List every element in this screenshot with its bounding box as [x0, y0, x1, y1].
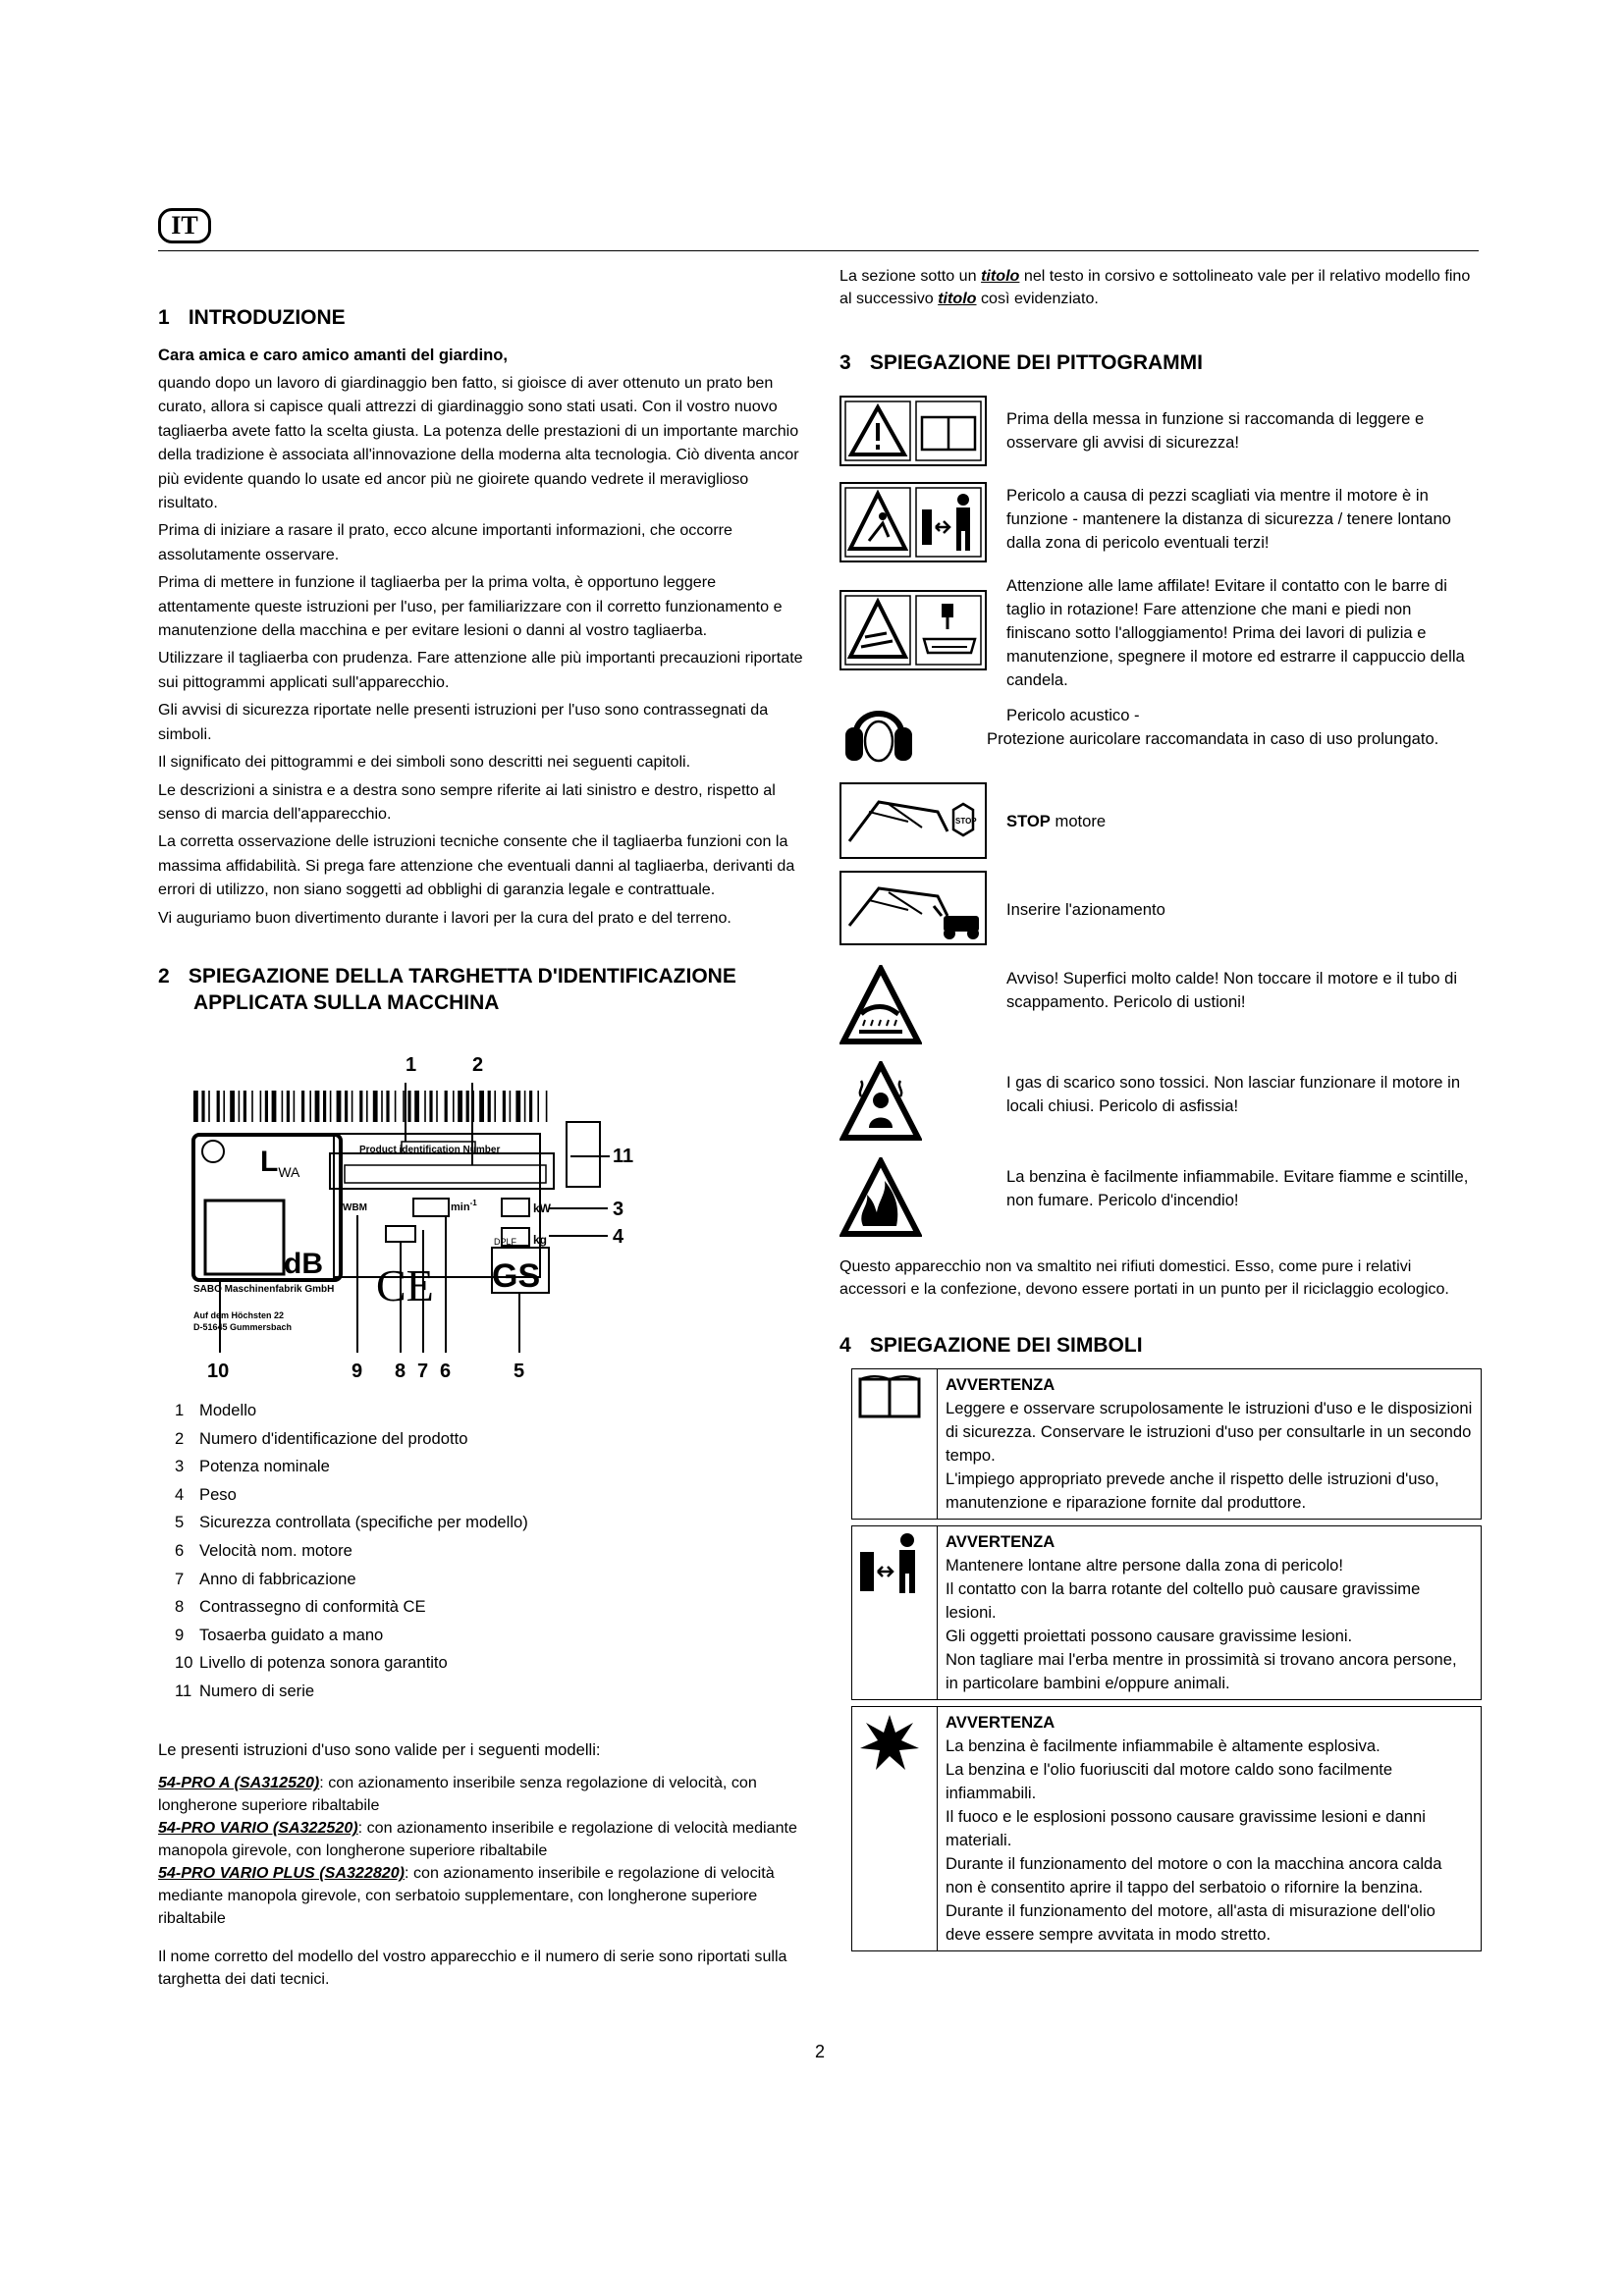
pin-label: Product identification Number [359, 1144, 501, 1155]
warning-read-manual-icon [839, 396, 987, 466]
symbol-line: Durante il funzionamento del motore, all'asta di misurazione dell'olio deve essere sempre avvitata in modo stretto. [946, 1901, 1435, 1944]
pictogram-text: Prima della messa in funzione si raccomanda di leggere e osservare gli avvisi di sicurezza! [1006, 409, 1425, 452]
pictogram-text: La benzina è facilmente infiammabile. Evitare fiamme e scintille, non fumare. Pericolo d'incendio! [1006, 1167, 1469, 1209]
symbol-title: AVVERTENZA [946, 1375, 1056, 1394]
legend-label: Tosaerba guidato a mano [199, 1625, 384, 1644]
legend-label: Modello [199, 1400, 257, 1419]
symbol-icon-cell [852, 1707, 938, 1951]
pictogram-list [839, 396, 1478, 1252]
ce-mark: CE [376, 1259, 434, 1310]
model-name: 54-PRO VARIO (SA322520) [158, 1819, 358, 1838]
symbol-line: Gli oggetti proiettati possono causare gravissime lesioni. [946, 1627, 1353, 1645]
pictogram-image [839, 782, 987, 866]
intro-paragraphs [158, 371, 806, 930]
legend-number: 6 [175, 1540, 185, 1560]
barcode-bar [366, 1091, 368, 1122]
legend-label: Peso [199, 1484, 237, 1504]
model-list [158, 1772, 806, 1930]
symbol-text-cell [938, 1707, 1482, 1951]
barcode-bar [315, 1091, 320, 1122]
legend-item [175, 1649, 806, 1678]
kw-label: kW [533, 1201, 551, 1215]
barcode-bar [386, 1091, 389, 1122]
barcode-bar [309, 1091, 311, 1122]
barcode-bar [330, 1091, 332, 1122]
barcode-bar [345, 1091, 348, 1122]
heading-text: SPIEGAZIONE DEI SIMBOLI [869, 1334, 1143, 1357]
note-text: nel testo in corsivo e sottolineato vale per il relativo modello fino al successivo [839, 267, 1471, 307]
legend-item [175, 1678, 806, 1706]
barcode-bar [287, 1091, 290, 1122]
titolo-emphasis: titolo [938, 290, 977, 307]
model-entry [158, 1862, 806, 1930]
pictogram-image [839, 698, 987, 774]
symbol-line: Il contatto con la barra rotante del coltello può causare gravissime lesioni. [946, 1579, 1421, 1622]
model-name: 54-PRO VARIO PLUS (SA322820) [158, 1864, 406, 1883]
pictogram-text: I gas di scarico sono tossici. Non lasciar funzionare il motore in locali chiusi. Pericolo di asfissia! [1006, 1073, 1461, 1115]
barcode-bar [515, 1091, 520, 1122]
note-text: così evidenziato. [976, 290, 1099, 307]
pictogram-text-rest: motore [1050, 812, 1107, 830]
heading-text-line2: APPLICATA SULLA MACCHINA [193, 990, 500, 1014]
pictogram-item [839, 396, 1478, 474]
pictogram-text: Inserire l'azionamento [1006, 900, 1165, 919]
symbol-block [851, 1706, 1482, 1951]
heading-number: 2 [158, 964, 170, 988]
barcode-bar [260, 1091, 262, 1122]
pictogram-text [987, 782, 1478, 833]
callout-4: 4 [613, 1225, 624, 1248]
pictogram-image [839, 871, 987, 952]
barcode-bar [424, 1091, 426, 1122]
barcode-bar [251, 1091, 253, 1122]
pictogram-text-line: Protezione auricolare raccomandata in caso di uso prolungato. [987, 729, 1439, 748]
symbol-line: Durante il funzionamento del motore o con la macchina ancora calda non è consentito aprire il tappo del serbatoio o rifornire la benzina. [946, 1854, 1442, 1896]
pictogram-text: Avviso! Superfici molto calde! Non toccare il motore e il tubo di scappamento. Pericolo di ustioni! [1006, 969, 1458, 1011]
barcode-bar [445, 1091, 448, 1122]
heading-text: INTRODUZIONE [188, 306, 346, 329]
legend-number: 9 [175, 1625, 185, 1644]
gs-mark: GS [492, 1256, 541, 1295]
intro-paragraph: quando dopo un lavoro di giardinaggio ben fatto, si gioisce di aver ottenuto un prato ben curato, allora si capisce quali attrezzi di giardinaggio sono stati usati. Con il vostro nuovo tagliaerba avete fatto la scelta giusta. La potenza delle prestazioni di un importante marchio della tradizione è associata all'innovazione della moderna alta tecnologia. Ciò diventa ancor più evidente quando lo usate ed ancor più ne gioirete quando vedrete il meraviglioso risultato. [158, 374, 799, 512]
barcode-bar [352, 1091, 353, 1122]
toxic-fumes-icon [839, 1061, 922, 1144]
barcode-bar [323, 1091, 326, 1122]
pictogram-item [839, 1157, 1478, 1252]
intro-section [158, 304, 806, 930]
barcode-bar [217, 1091, 220, 1122]
pictogram-item [839, 1061, 1478, 1155]
hex-nut-icon [202, 1141, 224, 1162]
pictogram-image [839, 396, 987, 473]
model-description: : con azionamento inseribile e regolazione di velocità mediante manopola girevole, con longherone superiore ribaltabile [158, 1819, 797, 1860]
barcode-bar [436, 1091, 438, 1122]
page-number: 2 [814, 2042, 825, 2061]
pictogram-item [839, 965, 1478, 1059]
legend-item [175, 1453, 806, 1481]
legend-label: Numero di serie [199, 1681, 315, 1700]
disposal-note: Questo apparecchio non va smaltito nei rifiuti domestici. Esso, come pure i relativi accessori e la confezione, devono essere portati in un punto per il riciclaggio ecologico. [839, 1257, 1449, 1298]
legend-item [175, 1537, 806, 1566]
book-icon [856, 1373, 923, 1420]
stop-sign-label: STOP [955, 817, 977, 826]
barcode-bar [524, 1091, 526, 1122]
barcode-bar [546, 1091, 548, 1122]
legend-number: 8 [175, 1597, 185, 1617]
model-description: : con azionamento inseribile senza regolazione di velocità, con longherone superiore ribaltabile [158, 1774, 757, 1815]
models-intro: Le presenti istruzioni d'uso sono valide per i seguenti modelli: [158, 1740, 601, 1760]
flammable-icon [839, 1157, 922, 1240]
plate-section [158, 963, 806, 1992]
barcode-bar [510, 1091, 512, 1122]
heading-number: 4 [839, 1334, 851, 1357]
dplf-label: DPLF [494, 1236, 517, 1247]
intro-paragraph: La corretta osservazione delle istruzioni tecniche consente che il tagliaerba funzioni con la massima affidabilità. Si prega fare attenzione che eventuali danni al tagliaerba, derivanti da errori di utilizzo, non siano soggetti ad obblighi di garanzia legale e contrattuale. [158, 832, 795, 899]
pictogram-image [839, 1157, 987, 1247]
legend-number: 1 [175, 1400, 185, 1419]
legend-number: 11 [175, 1681, 192, 1700]
hot-surface-icon [839, 965, 922, 1047]
pictogram-text: Pericolo a causa di pezzi scagliati via mentre il motore è in funzione - mantenere la distanza di sicurezza / tenere lontano dalla zona di pericolo eventuali terzi! [1006, 486, 1451, 552]
legend-item [175, 1397, 806, 1425]
symbol-icon-cell [852, 1526, 938, 1700]
symbol-title: AVVERTENZA [946, 1532, 1056, 1551]
symbol-text-cell [938, 1369, 1482, 1520]
intro-heading [158, 304, 806, 331]
intro-paragraph: Il significato dei pittogrammi e dei simboli sono descritti nei seguenti capitoli. [158, 753, 691, 772]
language-badge [158, 208, 211, 243]
company-label: SABO Maschinenfabrik GmbH [193, 1283, 335, 1295]
symbol-line: Mantenere lontane altre persone dalla zona di pericolo! [946, 1556, 1343, 1575]
pictogram-image [839, 482, 987, 569]
pictogram-image [839, 582, 987, 677]
titolo-emphasis: titolo [981, 267, 1020, 285]
plate-closing: Il nome corretto del modello del vostro apparecchio e il numero di serie sono riportati sulla targhetta dei dati tecnici. [158, 1948, 787, 1989]
pictogram-text-bold: STOP [1006, 812, 1051, 830]
symbols-table [851, 1368, 1482, 1951]
intro-paragraph: Prima di iniziare a rasare il prato, ecco alcune importanti informazioni, che occorre assolutamente osservare. [158, 521, 732, 563]
callout-2: 2 [472, 1053, 484, 1076]
callout-3: 3 [613, 1198, 624, 1220]
heading-text: SPIEGAZIONE DELLA TARGHETTA D'IDENTIFICAZIONE [188, 964, 736, 988]
barcode-bar [239, 1091, 241, 1122]
legend-label: Anno di fabbricazione [199, 1569, 356, 1588]
legend-label: Sicurezza controllata (specifiche per modello) [199, 1513, 528, 1532]
barcode-bar [265, 1091, 268, 1122]
barcode-bar [537, 1091, 539, 1122]
stop-engine-icon [839, 782, 987, 859]
symbol-line: La benzina è facilmente infiammabile è altamente esplosiva. [946, 1736, 1380, 1755]
keep-distance-icon [856, 1530, 923, 1595]
symbol-icon-cell [852, 1369, 938, 1520]
legend-label: Numero d'identificazione del prodotto [199, 1428, 468, 1448]
callout-9: 9 [352, 1360, 363, 1382]
note-text: La sezione sotto un [839, 267, 982, 285]
pictogram-text-line: Pericolo acustico - [1006, 706, 1140, 724]
intro-paragraph: Gli avvisi di sicurezza riportate nelle presenti istruzioni per l'uso sono contrassegnati da simboli. [158, 701, 769, 743]
model-description: : con azionamento inseribile e regolazione di velocità mediante manopola girevole, con serbatoio supplementare, con longherone superiore ribaltabile [158, 1864, 775, 1928]
barcode-bar [458, 1091, 462, 1122]
callout-8: 8 [395, 1360, 406, 1382]
legend-number: 7 [175, 1569, 185, 1588]
thrown-objects-icon [839, 482, 987, 562]
legend-item [175, 1481, 806, 1510]
barcode-bar [294, 1091, 296, 1122]
callout-11: 11 [613, 1145, 634, 1167]
model-name: 54-PRO A (SA312520) [158, 1774, 320, 1792]
legend-item [175, 1509, 806, 1537]
legend-item [175, 1622, 806, 1650]
barcode-bar [359, 1091, 362, 1122]
legend-number: 5 [175, 1513, 185, 1532]
heading-number: 3 [839, 351, 851, 374]
symbol-line: L'impiego appropriato prevede anche il rispetto delle istruzioni d'uso, manutenzione e riparazione fornite dal produttore. [946, 1469, 1439, 1512]
explosion-icon [856, 1711, 923, 1774]
salutation: Cara amica e caro amico amanti del giardino, [158, 346, 508, 364]
heading-number: 1 [158, 306, 170, 329]
legend-label: Contrassegno di conformità CE [199, 1597, 426, 1617]
wbm-label: WBM [343, 1201, 367, 1213]
barcode-bar [381, 1091, 383, 1122]
legend-number: 3 [175, 1457, 185, 1476]
intro-paragraph: Utilizzare il tagliaerba con prudenza. Fare attenzione alle più importanti precauzioni riportate sui pittogrammi applicati sull'apparecchio. [158, 649, 803, 691]
barcode-bar [193, 1091, 198, 1122]
barcode-bar [282, 1091, 284, 1122]
address-line-2: D-51645 Gummersbach [193, 1321, 293, 1332]
symbol-title: AVVERTENZA [946, 1713, 1056, 1732]
address-line-1: Auf dem Höchsten 22 [193, 1309, 285, 1320]
barcode-bar [414, 1091, 419, 1122]
ear-protection-icon [839, 698, 918, 767]
pictogram-item [839, 782, 1478, 867]
intro-paragraph: Vi auguriamo buon divertimento durante i lavori per la cura del prato e del terreno. [158, 908, 731, 927]
callout-7: 7 [417, 1360, 429, 1382]
barcode-bar [208, 1091, 210, 1122]
heading-text: SPIEGAZIONE DEI PITTOGRAMMI [869, 351, 1203, 374]
db-label: dB [284, 1247, 323, 1280]
sharp-blades-icon [839, 590, 987, 670]
barcode-bar [201, 1091, 204, 1122]
symbol-line: La benzina e l'olio fuoriusciti dal motore caldo sono facilmente infiammabili. [946, 1760, 1393, 1802]
barcode-bar [244, 1091, 246, 1122]
language-code: IT [171, 211, 198, 240]
symbol-line: Il fuoco e le esplosioni possono causare gravissime lesioni e danni materiali. [946, 1807, 1426, 1849]
legend-number: 4 [175, 1484, 185, 1504]
symbol-line: Leggere e osservare scrupolosamente le istruzioni d'uso e le disposizioni di sicurezza. Conservare le istruzioni d'uso per consultarle in un secondo tempo. [946, 1399, 1473, 1465]
barcode-bar [272, 1091, 277, 1122]
barcode-bar [337, 1091, 342, 1122]
barcode-bar [230, 1091, 235, 1122]
engage-drive-icon [839, 871, 987, 945]
barcode-bar [407, 1091, 410, 1122]
legend-label: Livello di potenza sonora garantito [199, 1653, 448, 1673]
barcode-bar [223, 1091, 225, 1122]
legend-item [175, 1566, 806, 1594]
legend-label: Potenza nominale [199, 1457, 330, 1476]
barcode-bar [429, 1091, 432, 1122]
legend-number: 2 [175, 1428, 185, 1448]
left-column [158, 275, 806, 1995]
symbol-text-cell [938, 1526, 1482, 1700]
pictograms-heading [839, 349, 1478, 376]
barcode-bar [301, 1091, 304, 1122]
callout-6: 6 [440, 1360, 452, 1382]
intro-paragraph: Le descrizioni a sinistra e a destra sono sempre riferite ai lati sinistro e destro, rispetto al senso di marcia dell'apparecchio. [158, 780, 776, 823]
barcode [193, 1091, 547, 1122]
model-entry [158, 1817, 806, 1862]
symbol-block [851, 1368, 1482, 1520]
pictogram-text: Attenzione alle lame affilate! Evitare il contatto con le barre di taglio in rotazione! Fare attenzione che mani e piedi non finiscano sotto l'alloggiamento! Prima dei lavori di pulizia e manutenzione, spegnere il motore ed estrarre il cappuccio della candela. [1006, 576, 1465, 689]
kg-label: kg [533, 1232, 548, 1247]
barcode-bar [529, 1091, 532, 1122]
barcode-bar [403, 1091, 405, 1122]
pictogram-item [839, 698, 1478, 776]
header-rule [158, 250, 1479, 251]
pictogram-item [839, 871, 1478, 957]
barcode-bar [503, 1091, 506, 1122]
titolo-note [839, 265, 1478, 310]
barcode-bar [373, 1091, 378, 1122]
min-label: $\min^{-1}$ [451, 1198, 477, 1213]
plate-legend [158, 1397, 806, 1706]
barcode-bar [395, 1091, 397, 1122]
callout-5: 5 [514, 1360, 525, 1382]
symbols-heading [839, 1332, 1478, 1359]
legend-number: 10 [175, 1653, 193, 1673]
pictogram-image [839, 965, 987, 1054]
legend-label: Velocità nom. motore [199, 1540, 352, 1560]
barcode-bar [453, 1091, 455, 1122]
pictogram-text [987, 698, 1478, 751]
pictogram-item [839, 576, 1478, 692]
intro-paragraph: Prima di mettere in funzione il tagliaerba per la prima volta, è opportuno leggere attentamente queste istruzioni per l'uso, per familiarizzare con il corretto funzionamento e manutenzione della macchina e per evitare lesioni o danni al vostro tagliaerba. [158, 573, 783, 640]
barcode-bar [488, 1091, 491, 1122]
nameplate-diagram [158, 1043, 669, 1392]
pictogram-image [839, 1061, 987, 1150]
barcode-bar [466, 1091, 469, 1122]
callout-1: 1 [406, 1053, 417, 1076]
plate-heading [158, 963, 806, 1016]
callout-10: 10 [207, 1360, 230, 1382]
model-entry [158, 1772, 806, 1817]
legend-item [175, 1593, 806, 1622]
symbol-block [851, 1525, 1482, 1700]
right-column [839, 265, 1478, 1951]
legend-item [175, 1425, 806, 1454]
lwa-label: $L_{WA}$ [260, 1145, 300, 1180]
barcode-bar [479, 1091, 484, 1122]
symbol-line: Non tagliare mai l'erba mentre in prossimità si trovano ancora persone, in particolare bambini e/oppure animali. [946, 1650, 1457, 1692]
barcode-bar [494, 1091, 496, 1122]
pictogram-item [839, 482, 1478, 580]
